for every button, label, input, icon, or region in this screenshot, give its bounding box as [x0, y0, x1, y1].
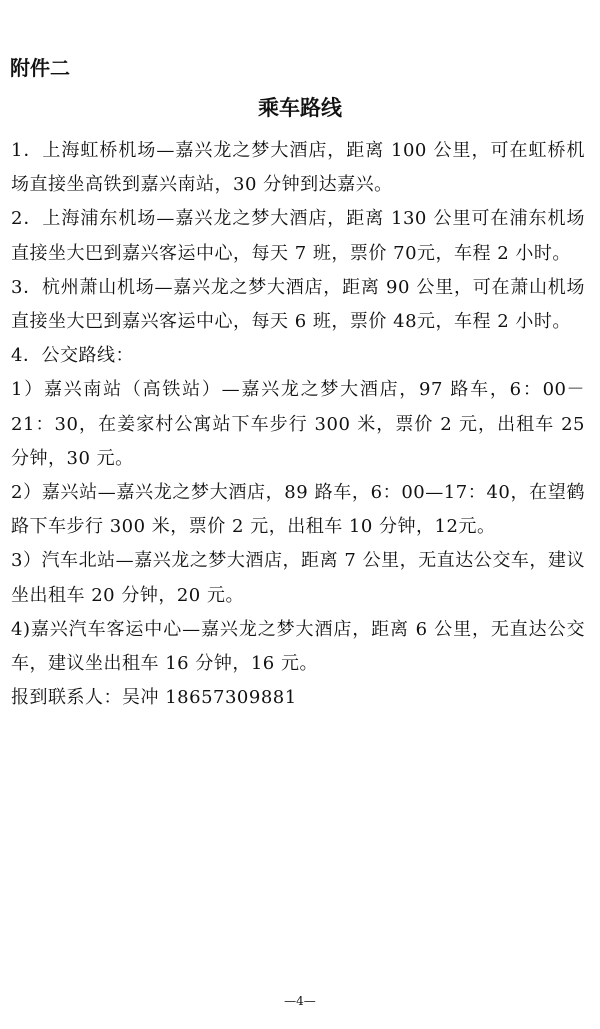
route-paragraph-xiaoshan: 3．杭州萧山机场—嘉兴龙之梦大酒店，距离 90 公里，可在萧山机场直接坐大巴到嘉兴客运中心，每天 6 班，票价 48元，车程 2 小时。 — [11, 276, 585, 333]
page-number: —4— — [284, 994, 316, 1008]
document-title: 乘车路线 — [258, 96, 342, 120]
route-paragraph-hongqiao: 1．上海虹桥机场—嘉兴龙之梦大酒店，距离 100 公里，可在虹桥机场直接坐高铁到嘉兴南站，30 分钟到达嘉兴。 — [11, 140, 585, 196]
contact-line: 报到联系人：吴冲 18657309881 — [11, 687, 297, 709]
attachment-label: 附件二 — [10, 56, 70, 80]
bus-routes-heading: 4．公交路线： — [11, 345, 134, 367]
route-paragraph-pudong: 2．上海浦东机场—嘉兴龙之梦大酒店，距离 130 公里可在浦东机场直接坐大巴到嘉兴客运中心，每天 7 班，票价 70元，车程 2 小时。 — [11, 208, 585, 264]
bus-route-jiaxing-station: 2）嘉兴站—嘉兴龙之梦大酒店，89 路车，6：00—17：40，在望鹤路下车步行 300 米，票价 2 元，出租车 10 分钟，12元。 — [11, 482, 585, 538]
bus-route-passenger-center: 4)嘉兴汽车客运中心—嘉兴龙之梦大酒店，距离 6 公里，无直达公交车，建议坐出租车 16 分钟，16 元。 — [11, 618, 585, 675]
bus-route-north-bus-station: 3）汽车北站—嘉兴龙之梦大酒店，距离 7 公里，无直达公交车，建议坐出租车 20 分钟，20 元。 — [11, 550, 585, 606]
document-body — [11, 134, 585, 715]
bus-route-jiaxing-south: 1）嘉兴南站（高铁站）—嘉兴龙之梦大酒店，97 路车，6：00－21：30，在姜家村公寓站下车步行 300 米，票价 2 元，出租车 25 分钟，30 元。 — [11, 379, 585, 469]
